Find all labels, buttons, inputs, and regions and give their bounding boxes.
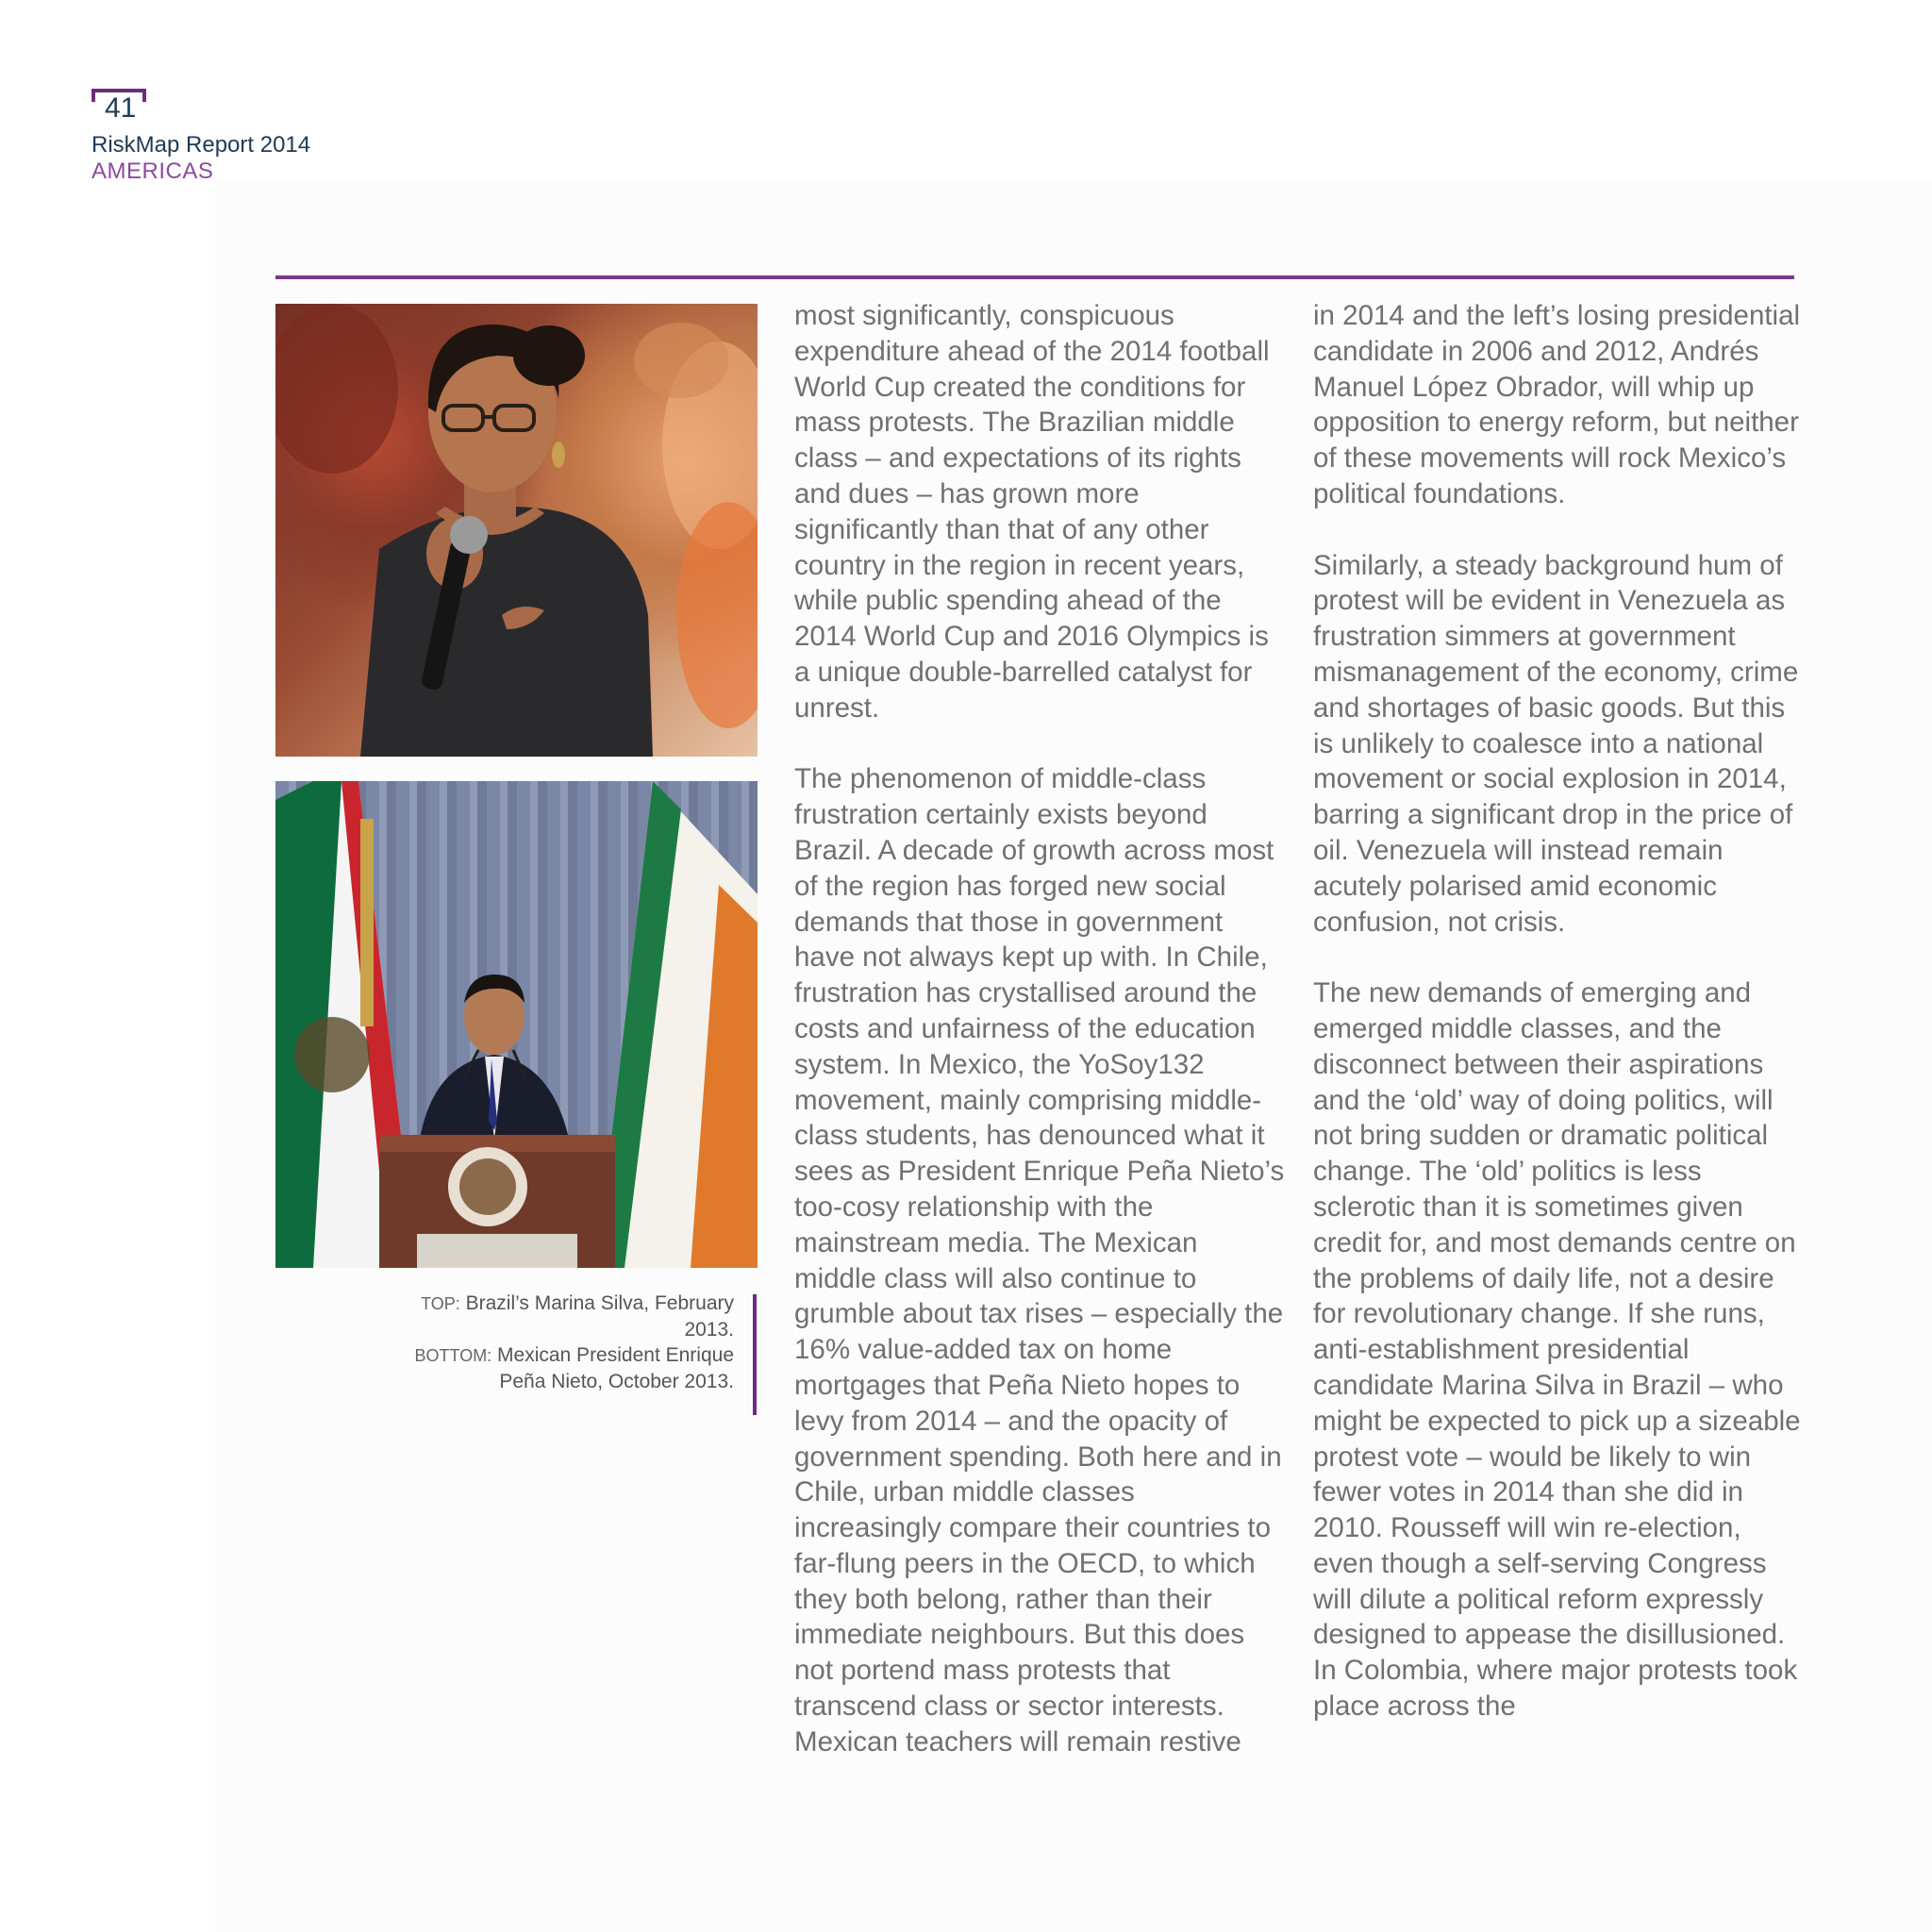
caption-top bbox=[396, 1291, 734, 1342]
caption-bottom bbox=[396, 1342, 734, 1394]
caption-bottom-text: Mexican President Enrique Peña Nieto, October 2013. bbox=[497, 1344, 734, 1392]
photo-enrique-pena-nieto bbox=[275, 781, 758, 1268]
marina-silva-illustration bbox=[275, 304, 758, 757]
caption-bottom-tag: BOTTOM: bbox=[414, 1346, 492, 1365]
caption-top-text: Brazil’s Marina Silva, February 2013. bbox=[465, 1292, 734, 1341]
pena-nieto-illustration bbox=[275, 781, 758, 1268]
section-label: AMERICAS bbox=[92, 158, 214, 184]
paragraph: The new demands of emerging and emerged middle classes, and the disconnect between their aspirations and the ‘old’ way of doing politics, will not bring sudden or dramatic political change. The ‘old’ politics is less sclerotic than it is sometimes given credit for, and most demands centre on the problems of daily life, not a desire for revolutionary change. If she runs, anti-establishment presidential candidate Marina Silva in Brazil – who might be expected to pick up a sizeable protest vote – would be likely to win fewer votes in 2014 than she did in 2010. Rousseff will win re-election, even though a self-serving Congress will dilute a political reform expressly designed to appease the disillusioned. In Colombia, where major protests took place across the bbox=[1313, 977, 1801, 1723]
paragraph: in 2014 and the left’s losing presidential candidate in 2006 and 2012, Andrés Manuel López Obrador, will whip up opposition to energy reform, but neither of these movements will rock Mexico’s political foundations. bbox=[1313, 300, 1801, 509]
page-number: 41 bbox=[105, 92, 137, 124]
caption-top-tag: TOP: bbox=[421, 1294, 460, 1313]
photo-caption bbox=[396, 1291, 734, 1394]
caption-accent-bar bbox=[753, 1294, 757, 1415]
divider bbox=[275, 275, 1794, 279]
page-number-block bbox=[92, 89, 148, 126]
paragraph: most significantly, conspicuous expenditure ahead of the 2014 football World Cup created the conditions for mass protests. The Brazilian middle class – and expectations of its rights and dues – has grown more significantly than that of any other country in the region in recent years, while public spending ahead of the 2014 World Cup and 2016 Olympics is a unique double-barrelled catalyst for unrest. bbox=[794, 300, 1270, 724]
body-column-right bbox=[1313, 298, 1804, 1760]
report-title: RiskMap Report 2014 bbox=[92, 132, 311, 158]
paragraph: The phenomenon of middle-class frustration certainly exists beyond Brazil. A decade of growth across most of the region has forged new social demands that those in government have not always kept up with. In Chile, frustration has crystallised around the costs and unfairness of the education system. In Mexico, the YoSoy132 movement, mainly comprising middle-class students, has denounced what it sees as President Enrique Peña Nieto’s too-cosy relationship with the mainstream media. The Mexican middle class will also continue to grumble about tax rises – especially the 16% value-added tax on home mortgages that Peña Nieto hopes to levy from 2014 – and the opacity of government spending. Both here and in Chile, urban middle classes increasingly compare their countries to far-flung peers in the OECD, to which they both belong, rather than their immediate neighbours. But this does not portend mass protests that transcend class or sector interests. Mexican teachers will remain restive bbox=[794, 763, 1285, 1757]
paragraph: Similarly, a steady background hum of protest will be evident in Venezuela as frustration simmers at government mismanagement of the economy, crime and shortages of basic goods. But this is unlikely to coalesce into a national movement or social explosion in 2014, barring a significant drop in the price of oil. Venezuela will instead remain acutely polarised amid economic confusion, not crisis. bbox=[1313, 549, 1799, 938]
photo-marina-silva bbox=[275, 304, 758, 757]
body-column-middle bbox=[794, 298, 1285, 1795]
